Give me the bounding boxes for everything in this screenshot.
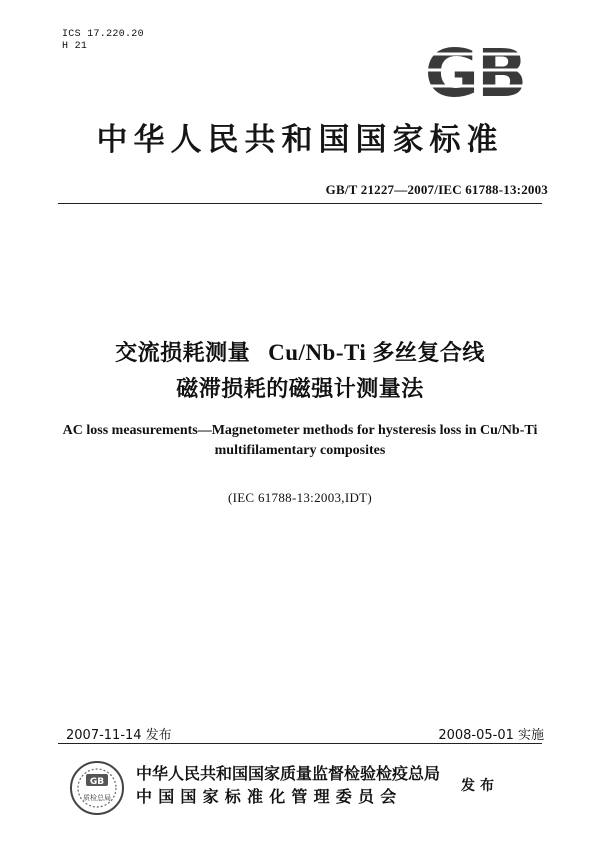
title-cn-line2: 磁滞损耗的磁强计测量法 <box>176 377 424 402</box>
standards-seal-icon <box>69 760 125 816</box>
issuer-sac: 中国国家标准化管理委员会 <box>136 787 403 806</box>
title-en-line2: multifilamentary composites <box>214 443 386 458</box>
seal-text: 质检总局 <box>83 794 111 802</box>
bottom-divider <box>58 743 542 744</box>
gb-logo <box>410 40 540 100</box>
title-en-line1: AC loss measurements—Magnetometer methods for hysteresis loss in Cu/Nb-Ti <box>62 423 538 438</box>
issue-date: 2007-11-14 发布 <box>66 728 172 743</box>
title-cn-part1: 交流损耗测量 <box>115 341 251 366</box>
title-cn-line1 <box>0 336 600 367</box>
issuing-organizations <box>136 762 440 808</box>
ccs-code: H 21 <box>62 41 88 52</box>
title-cn-latin: Cu/Nb-Ti <box>268 340 367 365</box>
national-standard-title: 中华人民共和国国家标准 <box>96 122 504 158</box>
publish-label: 发布 <box>461 778 499 794</box>
equivalence-note: (IEC 61788-13:2003,IDT) <box>227 490 373 505</box>
gb-logo-text: GB <box>424 40 526 100</box>
title-cn-part2: 多丝复合线 <box>372 341 485 366</box>
classification-codes <box>62 29 144 53</box>
implementation-date: 2008-05-01 实施 <box>438 728 544 743</box>
svg-text:GB: GB <box>89 777 105 787</box>
ics-code: ICS 17.220.20 <box>62 29 144 40</box>
top-divider <box>58 203 542 204</box>
issuer-aqsiq: 中华人民共和国国家质量监督检验检疫总局 <box>136 764 441 783</box>
standard-number: GB/T 21227—2007/IEC 61788-13:2003 <box>325 182 548 197</box>
title-en <box>40 421 560 461</box>
